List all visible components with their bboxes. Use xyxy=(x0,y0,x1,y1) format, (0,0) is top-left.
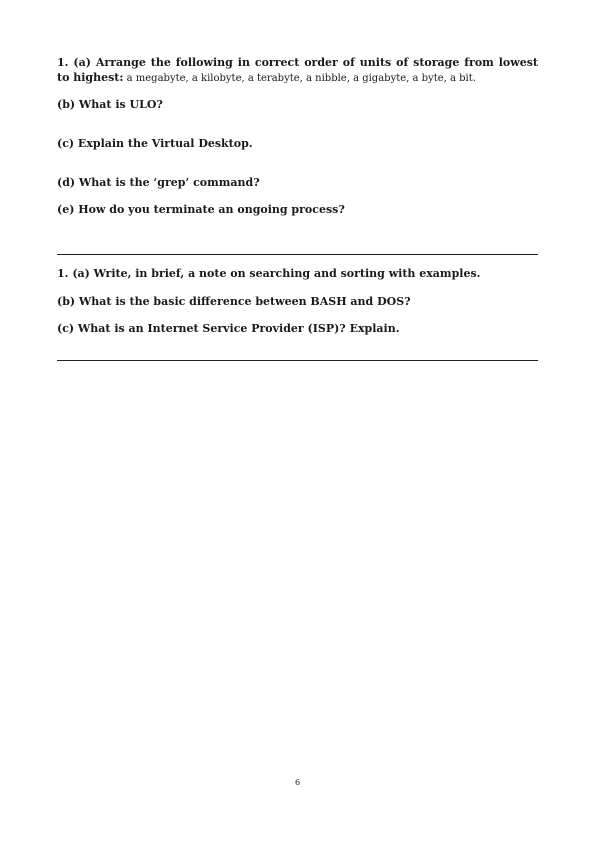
question-1d: (d) What is the ‘grep’ command? xyxy=(57,176,260,189)
section-divider xyxy=(57,254,538,255)
page-number: 6 xyxy=(294,778,301,787)
section-divider-bottom xyxy=(57,360,538,361)
question-2a: 1. (a) Write, in brief, a note on searching and sorting with examples. xyxy=(57,267,481,280)
question-1a-prompt: 1. (a) Arrange the following in correct order of units of storage from lowest to highest: xyxy=(57,56,538,84)
question-2c: (c) What is an Internet Service Provider (ISP)? Explain. xyxy=(57,322,400,335)
question-1e: (e) How do you terminate an ongoing process? xyxy=(57,203,345,216)
question-1a-options: a megabyte, a kilobyte, a terabyte, a nibble, a gigabyte, a byte, a bit. xyxy=(123,73,476,84)
question-2b: (b) What is the basic difference between BASH and DOS? xyxy=(57,295,411,308)
question-1b: (b) What is ULO? xyxy=(57,98,163,111)
question-1c: (c) Explain the Virtual Desktop. xyxy=(57,137,253,150)
question-1a xyxy=(57,55,538,86)
